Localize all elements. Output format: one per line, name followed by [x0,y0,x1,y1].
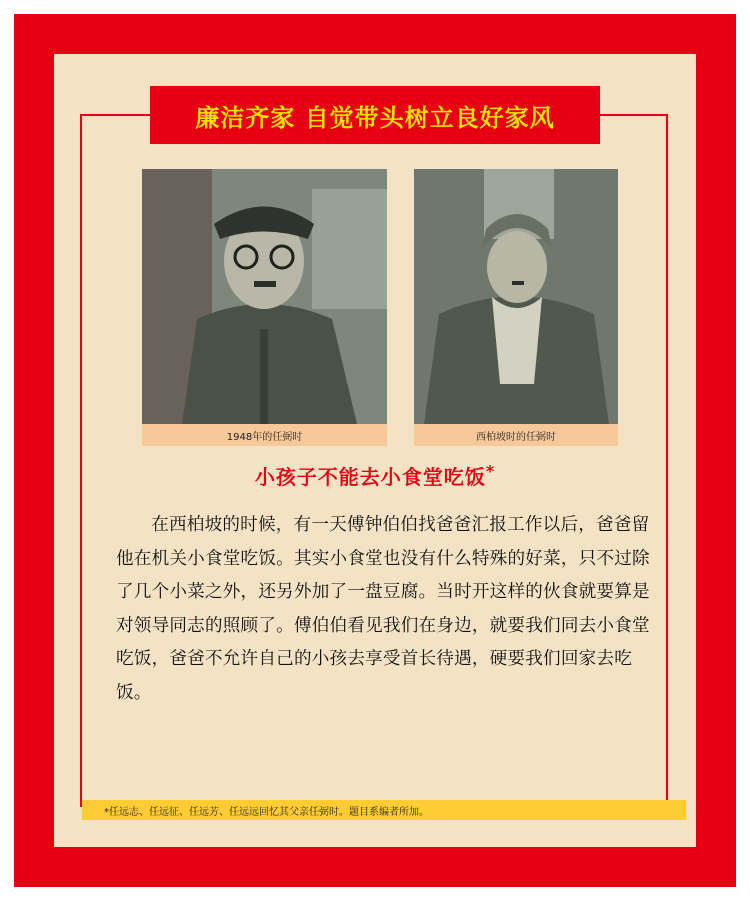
story-body: 在西柏坡的时候，有一天傅钟伯伯找爸爸汇报工作以后，爸爸留他在机关小食堂吃饭。其实小食堂也没有什么特殊的好菜，只不过除了几个小菜之外，还另外加了一盘豆腐。当时开这样的伙食就要算是对领导同志的照顾了。傅伯伯看见我们在身边，就要我们同去小食堂吃饭，爸爸不允许自己的小孩去享受首长待遇，硬要我们回家去吃饭。 [116,515,650,703]
portrait-photo-1948 [142,169,387,424]
footnote: *任远志、任远征、任远芳、任远远回忆其父亲任弼时。题目系编者所加。 [82,800,686,820]
photo-1948 [142,169,387,446]
portrait-photo-xibaipo [414,169,618,424]
story-title [54,461,696,490]
portrait-figure-xibaipo [414,169,618,424]
content-panel [54,54,696,847]
story-title-text: 小孩子不能去小食堂吃饭 [254,465,486,489]
photo-xibaipo [414,169,618,446]
footnote-mark: * [485,461,496,481]
photo-caption: 1948年的任弼时 [142,424,387,446]
page-title: 廉洁齐家 自觉带头树立良好家风 [195,103,555,132]
portrait-figure-1948 [142,169,387,424]
photo-caption: 西柏坡时的任弼时 [414,424,618,446]
poster-frame [14,14,736,887]
title-banner [150,86,600,144]
